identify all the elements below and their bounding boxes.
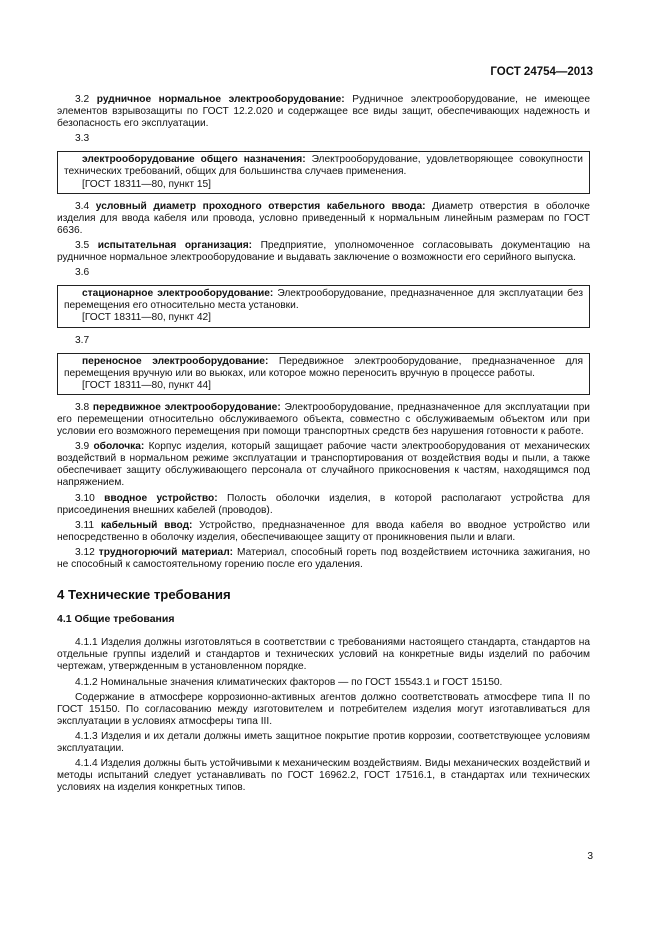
clause-3-10 — [57, 493, 590, 517]
definition: Электрооборудование, удовлетворяющее совокупности технических требований, общих для большинства случаев применения. — [64, 154, 583, 178]
reference: [ГОСТ 18311—80, пункт 15] — [82, 178, 211, 190]
reference: [ГОСТ 18311—80, пункт 42] — [82, 312, 211, 324]
clause-4-1-3: 4.1.3 Изделия и их детали должны иметь защитное покрытие против коррозии, соответствующее условиям эксплуатации. — [57, 730, 590, 755]
clause-number: 3.2 — [75, 94, 90, 105]
clause-3-8 — [57, 402, 590, 438]
term: трудногорючий материал: — [98, 546, 234, 558]
clause-number: 3.10 — [75, 492, 95, 504]
clause-3-3 — [64, 154, 583, 178]
clause-4-1-2: 4.1.2 Номинальные значения климатических факторов — по ГОСТ 15543.1 и ГОСТ 15150. — [75, 676, 503, 688]
clause-3-11 — [57, 520, 590, 544]
section-heading: 4 Технические требования — [57, 587, 231, 603]
definition: Электрооборудование, предназначенное для эксплуатации без перемещения его относительно места установки. — [64, 288, 583, 312]
quoted-definition-box — [57, 285, 590, 327]
clause-3-7 — [64, 356, 583, 380]
definition: Устройство, предназначенное для ввода кабеля во вводное устройство или непосредственно в оболочку изделия, обеспечивающее защиту от проникновения пыли и влаги. — [57, 519, 590, 543]
subsection-heading: 4.1 Общие требования — [57, 613, 175, 626]
clause-number: 3.4 — [75, 200, 90, 212]
term: оболочка: — [93, 441, 145, 453]
term: кабельный ввод: — [100, 519, 193, 531]
document-body — [57, 94, 590, 797]
quoted-definition-box — [57, 353, 590, 395]
term: испытательная организация: — [97, 239, 253, 251]
clause-3-6 — [64, 288, 583, 312]
term: рудничное нормальное электрооборудование: — [96, 94, 345, 105]
term: передвижное электрооборудование: — [92, 401, 281, 413]
clause-3-4 — [57, 201, 590, 237]
clause-number: 3.5 — [75, 239, 90, 251]
definition: Электрооборудование, предназначенное для эксплуатации при его перемещении относительно обслуживаемого объекта, совместно с обслуживаемым объектом или при условии его возможного перемещения при помощи транспортных средств без нарушения готовности к работе. — [57, 401, 590, 438]
clause-3-12 — [57, 547, 590, 571]
term: условный диаметр проходного отверстия кабельного ввода: — [95, 200, 426, 212]
definition: Передвижное электрооборудование, предназначенное для перемещения вручную или во вьюках, или которое можно переносить вручную в процессе работы. — [64, 355, 584, 379]
term: электрооборудование общего назначения: — [82, 154, 306, 166]
clause-3-3-number: 3.3 — [75, 133, 90, 145]
clause-3-7-number: 3.7 — [75, 334, 90, 346]
clause-4-1-4: 4.1.4 Изделия должны быть устойчивыми к механическим воздействиям. Виды механических воздействий и методы испытаний следует устанавливать по ГОСТ 16962.2, ГОСТ 17516.1, в стандартах или технических условиях на изделия конкретных типов. — [57, 758, 590, 794]
quoted-definition-box — [57, 151, 590, 193]
definition: Полость оболочки изделия, в которой располагают устройства для присоединения внешних кабелей (проводов). — [57, 492, 590, 516]
definition: Предприятие, уполномоченное согласовывать документацию на рудничное нормальное электрооборудование и выдавать заключение о возможности его серийного выпуска. — [57, 239, 590, 264]
clause-3-9 — [57, 441, 590, 489]
clause-3-2 — [57, 94, 590, 130]
term: вводное устройство: — [104, 492, 218, 504]
standard-designation: ГОСТ 24754—2013 — [490, 66, 593, 78]
definition: Рудничное электрооборудование, не имеющее элементов взрывозащиты по ГОСТ 12.2.020 и содержащее все виды защит, обеспечивающих надежность и безопасность его эксплуатации. — [57, 94, 590, 130]
clause-3-5 — [57, 240, 590, 264]
definition: Диаметр отверстия в оболочке изделия для ввода кабеля или провода, условно приведенный к нормальным линейным размерам по ГОСТ 6636. — [57, 200, 590, 236]
clause-number: 3.9 — [75, 441, 90, 453]
page-number: 3 — [587, 851, 593, 862]
clause-number: 3.12 — [75, 546, 95, 558]
term: стационарное электрооборудование: — [82, 288, 274, 300]
clause-3-6-number: 3.6 — [75, 267, 90, 279]
definition: Материал, способный гореть под воздействием источника зажигания, но не способный к самостоятельному горению после его удаления. — [57, 546, 590, 570]
clause-number: 3.8 — [75, 401, 90, 413]
reference: [ГОСТ 18311—80, пункт 44] — [82, 379, 211, 391]
clause-number: 3.11 — [75, 519, 95, 531]
clause-4-1-2-continued: Содержание в атмосфере коррозионно-активных агентов должно соответствовать атмосфере типа II по ГОСТ 15150. По согласованию между изготовителем и потребителем изделия могут изготавливаться для эксплуатации в условиях атмосферы типа III. — [57, 691, 590, 727]
clause-4-1-1: 4.1.1 Изделия должны изготовляться в соответствии с требованиями настоящего стандарта, стандартов на отдельные группы изделий и стандартов и технических условий на конкретные виды изделий по рабочим чертежам, утвержденным в установленном порядке. — [57, 637, 590, 673]
term: переносное электрооборудование: — [82, 355, 269, 367]
definition: Корпус изделия, который защищает рабочие части электрооборудования от механических воздействий в нормальном режиме эксплуатации и транспортирования от воздействия воды и пыли, а также обеспечивает защиту обслуживающего персонала от случайного прикосновения к частям, находящимся под напряжением. — [57, 441, 590, 489]
